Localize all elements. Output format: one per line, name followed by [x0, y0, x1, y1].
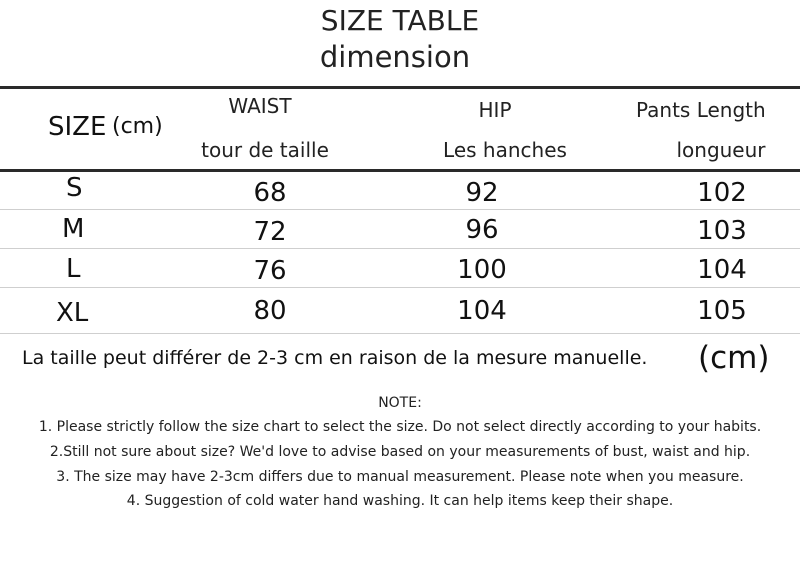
row-length: 105 — [697, 296, 747, 326]
note-line: 2.Still not sure about size? We'd love to advise based on your measurements of bust, waist and hip. — [49, 444, 751, 460]
unit-note: (cm) — [698, 340, 770, 376]
header-length-sublabel: longueur — [676, 138, 766, 162]
row-size: S — [66, 173, 83, 203]
row-hip: 92 — [465, 178, 499, 208]
row-hip: 96 — [465, 215, 499, 245]
table-top-rule — [0, 86, 800, 89]
header-bottom-rule — [0, 169, 800, 172]
header-unit-label: (cm) — [112, 114, 163, 139]
row-hip: 104 — [457, 296, 507, 326]
row-length: 102 — [697, 178, 747, 208]
note-heading: NOTE: — [378, 395, 422, 411]
row-divider — [0, 287, 800, 288]
row-waist: 76 — [253, 256, 287, 286]
row-length: 104 — [697, 255, 747, 285]
header-waist-sublabel: tour de taille — [201, 138, 329, 162]
note-line: 4. Suggestion of cold water hand washing. It can help items keep their shape. — [126, 493, 674, 509]
row-waist: 80 — [253, 296, 287, 326]
row-waist: 72 — [253, 217, 287, 247]
page-title: SIZE TABLE — [320, 4, 480, 37]
row-size: M — [62, 214, 85, 244]
row-hip: 100 — [457, 255, 507, 285]
page-subtitle: dimension — [319, 40, 471, 74]
header-hip-sublabel: Les hanches — [443, 138, 567, 162]
header-length-label: Pants Length — [636, 98, 766, 122]
header-size-label: SIZE — [48, 112, 107, 142]
disclaimer-text: La taille peut différer de 2-3 cm en raison de la mesure manuelle. — [22, 347, 648, 369]
row-divider — [0, 209, 800, 210]
header-hip-label: HIP — [478, 98, 512, 122]
note-line: 1. Please strictly follow the size chart to select the size. Do not select directly according to your habits. — [38, 419, 762, 435]
row-length: 103 — [697, 216, 747, 246]
row-divider — [0, 248, 800, 249]
header-waist-label: WAIST — [228, 94, 292, 118]
table-bottom-rule — [0, 333, 800, 334]
row-size: L — [66, 254, 81, 284]
row-waist: 68 — [253, 178, 287, 208]
row-size: XL — [56, 298, 89, 328]
note-line: 3. The size may have 2-3cm differs due to manual measurement. Please note when you measure. — [56, 469, 744, 485]
